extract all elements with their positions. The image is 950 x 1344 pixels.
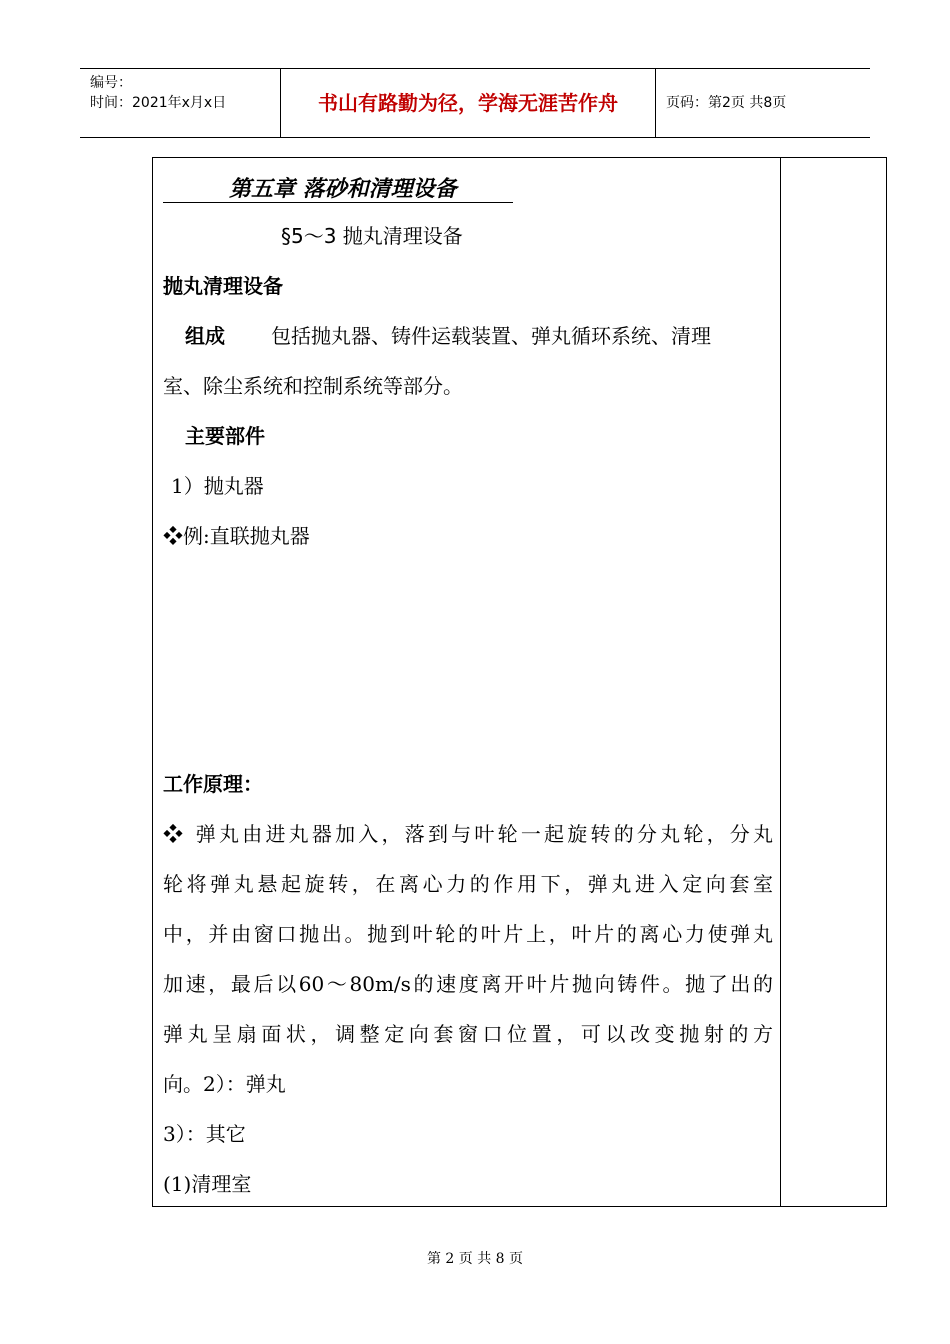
header-motto-cell	[280, 69, 656, 137]
page-info: 页码：第2页 共8页	[666, 95, 787, 111]
composition-label: 组成	[185, 324, 225, 348]
composition-text: 包括抛丸器、铸件运载装置、弹丸循环系统、清理	[271, 324, 711, 348]
main-parts-heading: 主要部件	[185, 424, 265, 448]
paragraph-line: 中，并由窗口抛出。抛到叶轮的叶片上，叶片的离心力使弹丸	[163, 922, 773, 946]
paragraph-line: 弹丸呈扇面状，调整定向套窗口位置，可以改变抛射的方	[163, 1022, 773, 1046]
header-meta-cell	[80, 69, 280, 137]
time-label: 时间：2021年x月x日	[90, 95, 227, 111]
motto-text: 书山有路勤为径，学海无涯苦作舟	[318, 91, 618, 115]
number-label: 编号：	[90, 75, 132, 91]
paragraph-line: 向。2）：弹丸	[163, 1072, 286, 1096]
header-page-cell	[656, 69, 870, 137]
page-header	[80, 68, 870, 138]
principle-heading: 工作原理：	[163, 772, 263, 796]
example-line: ❖例:直联抛丸器	[163, 524, 310, 548]
heading: 抛丸清理设备	[163, 274, 283, 298]
composition-text-2: 室、除尘系统和控制系统等部分。	[163, 374, 463, 398]
paragraph-line: ❖ 弹丸由进丸器加入，落到与叶轮一起旋转的分丸轮，分丸	[163, 822, 773, 846]
paragraph-line: 加速，最后以60～80m/s的速度离开叶片抛向铸件。抛了出的	[163, 972, 773, 996]
chapter-title	[163, 172, 513, 203]
content-frame	[152, 157, 887, 1207]
section-title: §5～3 抛丸清理设备	[281, 224, 463, 248]
item-3: 3）：其它	[163, 1122, 246, 1146]
chapter-title-text: 第五章 落砂和清理设备	[229, 177, 457, 202]
page-footer: 第 2 页 共 8 页	[426, 1251, 524, 1267]
column-divider	[780, 158, 781, 1206]
item-3-1: (1)清理室	[163, 1172, 252, 1196]
paragraph-line: 轮将弹丸悬起旋转，在离心力的作用下，弹丸进入定向套室	[163, 872, 773, 896]
item-1: 1）抛丸器	[171, 474, 264, 498]
